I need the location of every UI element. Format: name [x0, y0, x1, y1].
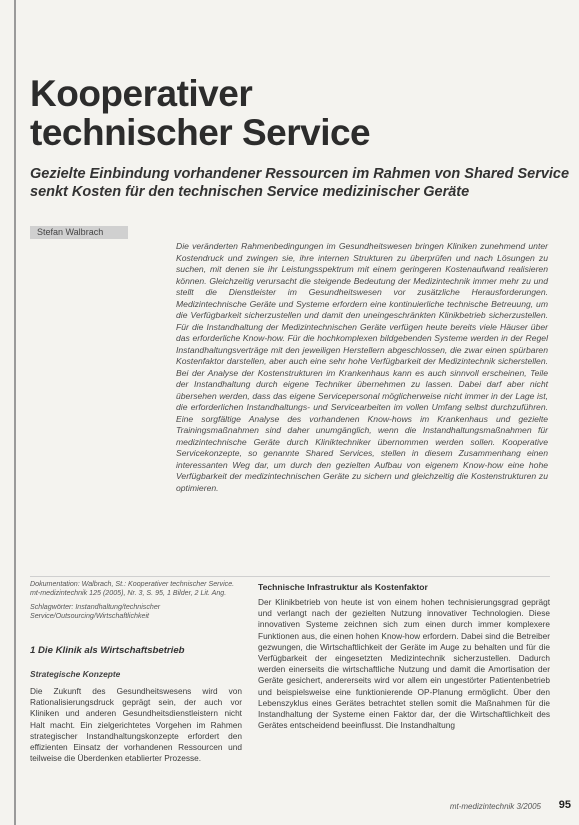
section-body-right: Der Klinikbetrieb von heute ist von einem hohen technisierungsgrad geprägt und verlangt nach der gezielten Nutzung innovativer Technologien. Diese innovativen Systeme zeichnen sich zum einen durch immer komplexere Funktionen aus, die einen hohen Know-how erfordern. Dabei sind die Betreiber gezwungen, die Wirtschaftlichkeit der Geräte im Auge zu behalten und für die Verfügbarkeit der eingesetzten Medizintechnik sicherzustellen. Dadurch werden einerseits die wirtschaftliche Nutzung und damit die Amortisation der Geräte gesichert, andererseits wird vor allem ein ungestörter Patientenbetrieb und beispielsweise eine funktionierende OP-Planung ermöglicht. Über den Lebenszyklus eines Gerätes betrachtet stellen somit die Maßnahmen für die Instandhaltung der Systeme einen Faktor dar, der die Wirtschaftlichkeit des Gerätes entscheidend beeinflusst. Die Instandhaltung	[258, 597, 550, 731]
abstract-box	[30, 580, 242, 625]
right-column-heading: Technische Infrastruktur als Kostenfaktor	[258, 582, 428, 592]
divider	[30, 576, 550, 577]
abstract-keywords: Schlagwörter: Instandhaltung/technischer Service/Outsourcing/Wirtschaftlichkeit	[30, 602, 161, 620]
subtitle-line-2: senkt Kosten für den technischen Service medizinischer Geräte	[30, 184, 470, 200]
intro-paragraph: Die veränderten Rahmenbedingungen im Gesundheitswesen bringen Kliniken zunehmend unter Kostendruck und zwingen sie, ihre internen Strukturen zu überprüfen und nach Lösungen zu suchen, mit denen sie ihr Leistungsspektrum mit einem geringeren Kostenaufwand realisieren können. Gleichzeitig verursacht die steigende Bedeutung der Medizintechnik immer mehr zu und stellt die Dienstleister im Gesundheitswesen vor zusätzliche Herausforderungen. Medizintechnische Geräte und Systeme erfordern eine kontinuierliche technische Betreuung, um die Verfügbarkeit sicherzustellen und damit den uneingeschränkten Klinikbetrieb sicherzustellen. Für die Instandhaltung der Medizintechnischen Geräte verfügen heute bereits viele Häuser über das erforderliche Know-how. Für die hochkomplexen bildgebenden Systeme werden in der Regel Instandhaltungsverträge mit den jeweiligen Herstellern abgeschlossen, die zwar einen spürbaren Kostenfaktor darstellen, aber auch eine sehr hohe Verfügbarkeit der Medizintechnik sicherstellen. Bei der Analyse der Kostenstrukturen im Krankenhaus kann es auch sinnvoll erscheinen, Teile der Instandhaltung durch eigene Techniker übernehmen zu lassen. Dabei darf aber nicht übersehen werden, dass das eigene Servicepersonal möglicherweise nicht immer in der Lage ist, die erforderlichen Instandhaltungs- und Servicearbeiten im vollen Umfang selbst durchzuführen. Eine sorgfältige Analyse des vorhandenen Know-hows im Krankenhaus und gezielte Trainingsmaßnahmen sind daher unumgänglich, wenn die Instandhaltungsmaßnahmen für medizintechnische Geräte durch Kliniktechniker übernommen werden sollen. Kooperative Servicekonzepte, so genannte Shared Services, stellen in diesem Zusammenhang einen interessanten Weg dar, um durch den gezielten Aufbau von eigenem Know-how eine hohe Verfügbarkeit der medizintechnischen Geräte zu sichern und gleichzeitig die Kostenstrukturen zu optimieren.	[176, 241, 548, 493]
abstract-reference: Dokumentation: Walbrach, St.: Kooperativer technischer Service. mt-medizintechnik 125 (2005), Nr. 3, S. 95, 1 Bilder, 2 Lit. Ang.	[30, 580, 235, 598]
article-subtitle	[30, 165, 570, 201]
title-line-1: Kooperativer	[30, 73, 253, 114]
page-number: 95	[558, 799, 571, 811]
article-title	[30, 74, 450, 152]
section-body-left: Die Zukunft des Gesundheitswesens wird von Rationalisierungsdruck geprägt sein, der auch vor Kliniken und anderen Gesundheitsdienstleistern nicht Halt macht. Ein zielgerichtetes Vorgehen im Rahmen strategischer Instandhaltungskonzepte erfordert den effizienten Einsatz der vorhandenen Ressourcen und teilweise die Überdenken etablierter Prozesse.	[30, 686, 242, 764]
margin-rule	[14, 0, 16, 825]
publication-name: mt-medizintechnik 3/2005	[449, 802, 541, 811]
author-name: Stefan Walbrach	[37, 227, 104, 237]
section-heading: 1 Die Klinik als Wirtschaftsbetrieb	[30, 645, 185, 656]
title-line-2: technischer Service	[30, 112, 371, 153]
section-subheading: Strategische Konzepte	[30, 669, 121, 679]
subtitle-line-1: Gezielte Einbindung vorhandener Ressourcen im Rahmen von Shared Service	[30, 166, 570, 182]
